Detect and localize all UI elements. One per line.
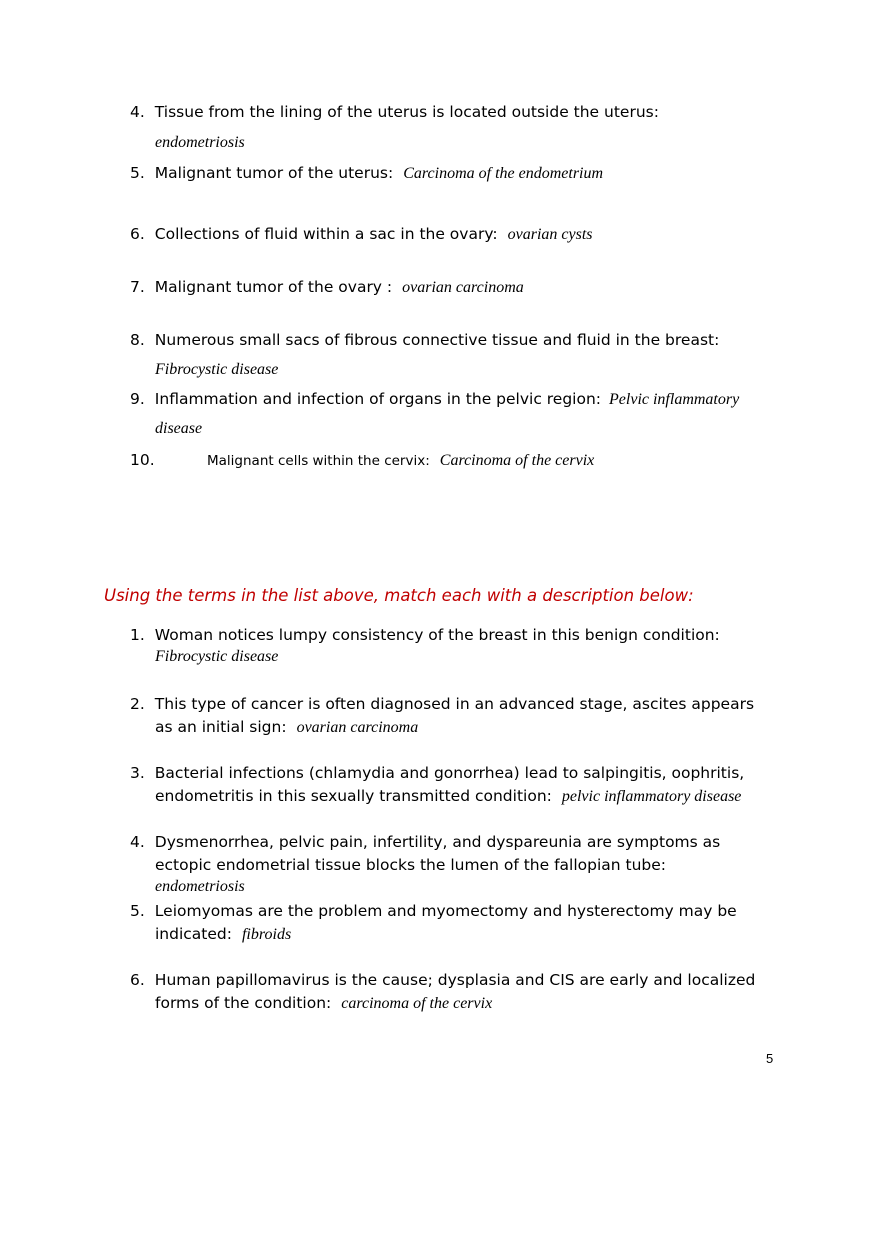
item-line-2 <box>155 925 291 944</box>
item-number: 6. <box>130 971 145 989</box>
item-line-2 <box>155 856 666 875</box>
item-number: 10. <box>130 451 155 469</box>
item-number: 9. <box>130 390 145 408</box>
item-question-continued: forms of the condition: <box>155 994 332 1012</box>
item-line-2 <box>155 718 418 737</box>
item-number: 8. <box>130 331 145 349</box>
item-answer-line <box>155 878 245 896</box>
item-answer: ovarian cysts <box>507 226 593 243</box>
item-question-continued: endometritis in this sexually transmitted condition: <box>155 787 552 805</box>
list-item <box>130 971 755 990</box>
item-answer: ovarian carcinoma <box>402 279 524 296</box>
list-item <box>130 103 659 122</box>
list-item <box>130 390 739 409</box>
item-answer: pelvic inflammatory disease <box>561 788 742 805</box>
item-question: Woman notices lumpy consistency of the breast in this benign condition: <box>154 626 720 644</box>
item-answer: Pelvic inflammatory <box>609 391 740 408</box>
item-question: Malignant tumor of the uterus: <box>154 164 394 182</box>
item-answer-continued: disease <box>155 420 203 437</box>
item-number: 2. <box>130 695 145 713</box>
item-question: Numerous small sacs of fibrous connective tissue and fluid in the breast: <box>154 331 720 349</box>
item-answer: endometriosis <box>155 878 245 895</box>
item-number: 3. <box>130 764 145 782</box>
item-answer-line <box>155 361 278 379</box>
section-heading: Using the terms in the list above, match each with a description below: <box>104 586 694 605</box>
item-number: 1. <box>130 626 145 644</box>
item-question: Tissue from the lining of the uterus is located outside the uterus: <box>154 103 659 121</box>
item-line-2 <box>155 787 741 806</box>
item-answer: Fibrocystic disease <box>155 361 279 378</box>
item-answer: endometriosis <box>155 134 245 151</box>
page-number: 5 <box>766 1051 774 1066</box>
list-item <box>130 331 719 350</box>
item-number: 4. <box>130 833 145 851</box>
item-answer: carcinoma of the cervix <box>341 995 493 1012</box>
item-number: 4. <box>130 103 145 121</box>
item-question-continued: ectopic endometrial tissue blocks the lumen of the fallopian tube: <box>155 856 667 874</box>
item-number: 6. <box>130 225 145 243</box>
item-answer: Carcinoma of the cervix <box>439 452 595 469</box>
item-line-2 <box>155 994 492 1013</box>
item-question: Leiomyomas are the problem and myomectomy and hysterectomy may be <box>154 902 737 920</box>
item-question: Inflammation and infection of organs in the pelvic region: <box>154 390 602 408</box>
item-number: 5. <box>130 902 145 920</box>
item-question: Malignant tumor of the ovary : <box>154 278 393 296</box>
item-question-continued: indicated: <box>155 925 232 943</box>
item-answer: Carcinoma of the endometrium <box>403 165 604 182</box>
item-number: 7. <box>130 278 145 296</box>
item-answer: fibroids <box>241 926 292 943</box>
list-item <box>130 833 720 852</box>
list-item <box>130 225 592 244</box>
item-number: 5. <box>130 164 145 182</box>
list-item <box>130 626 720 645</box>
item-answer-line <box>155 420 202 438</box>
list-item <box>130 164 603 183</box>
list-item <box>130 278 524 297</box>
item-answer: Fibrocystic disease <box>155 648 279 665</box>
item-answer-line <box>155 648 278 666</box>
list-item <box>130 764 744 783</box>
list-item <box>130 451 155 470</box>
item-question: Dysmenorrhea, pelvic pain, infertility, and dyspareunia are symptoms as <box>154 833 721 851</box>
item-question-continued: as an initial sign: <box>155 718 287 736</box>
item-question: Human papillomavirus is the cause; dysplasia and CIS are early and localized <box>154 971 756 989</box>
item-question: Collections of fluid within a sac in the ovary: <box>154 225 498 243</box>
list-item-content <box>207 452 594 470</box>
item-answer: ovarian carcinoma <box>296 719 419 736</box>
item-question: This type of cancer is often diagnosed in an advanced stage, ascites appears <box>154 695 755 713</box>
list-item <box>130 695 754 714</box>
list-item <box>130 902 737 921</box>
item-question: Malignant cells within the cervix: <box>207 453 430 469</box>
item-answer-line <box>155 134 245 152</box>
item-question: Bacterial infections (chlamydia and gonorrhea) lead to salpingitis, oophritis, <box>154 764 745 782</box>
